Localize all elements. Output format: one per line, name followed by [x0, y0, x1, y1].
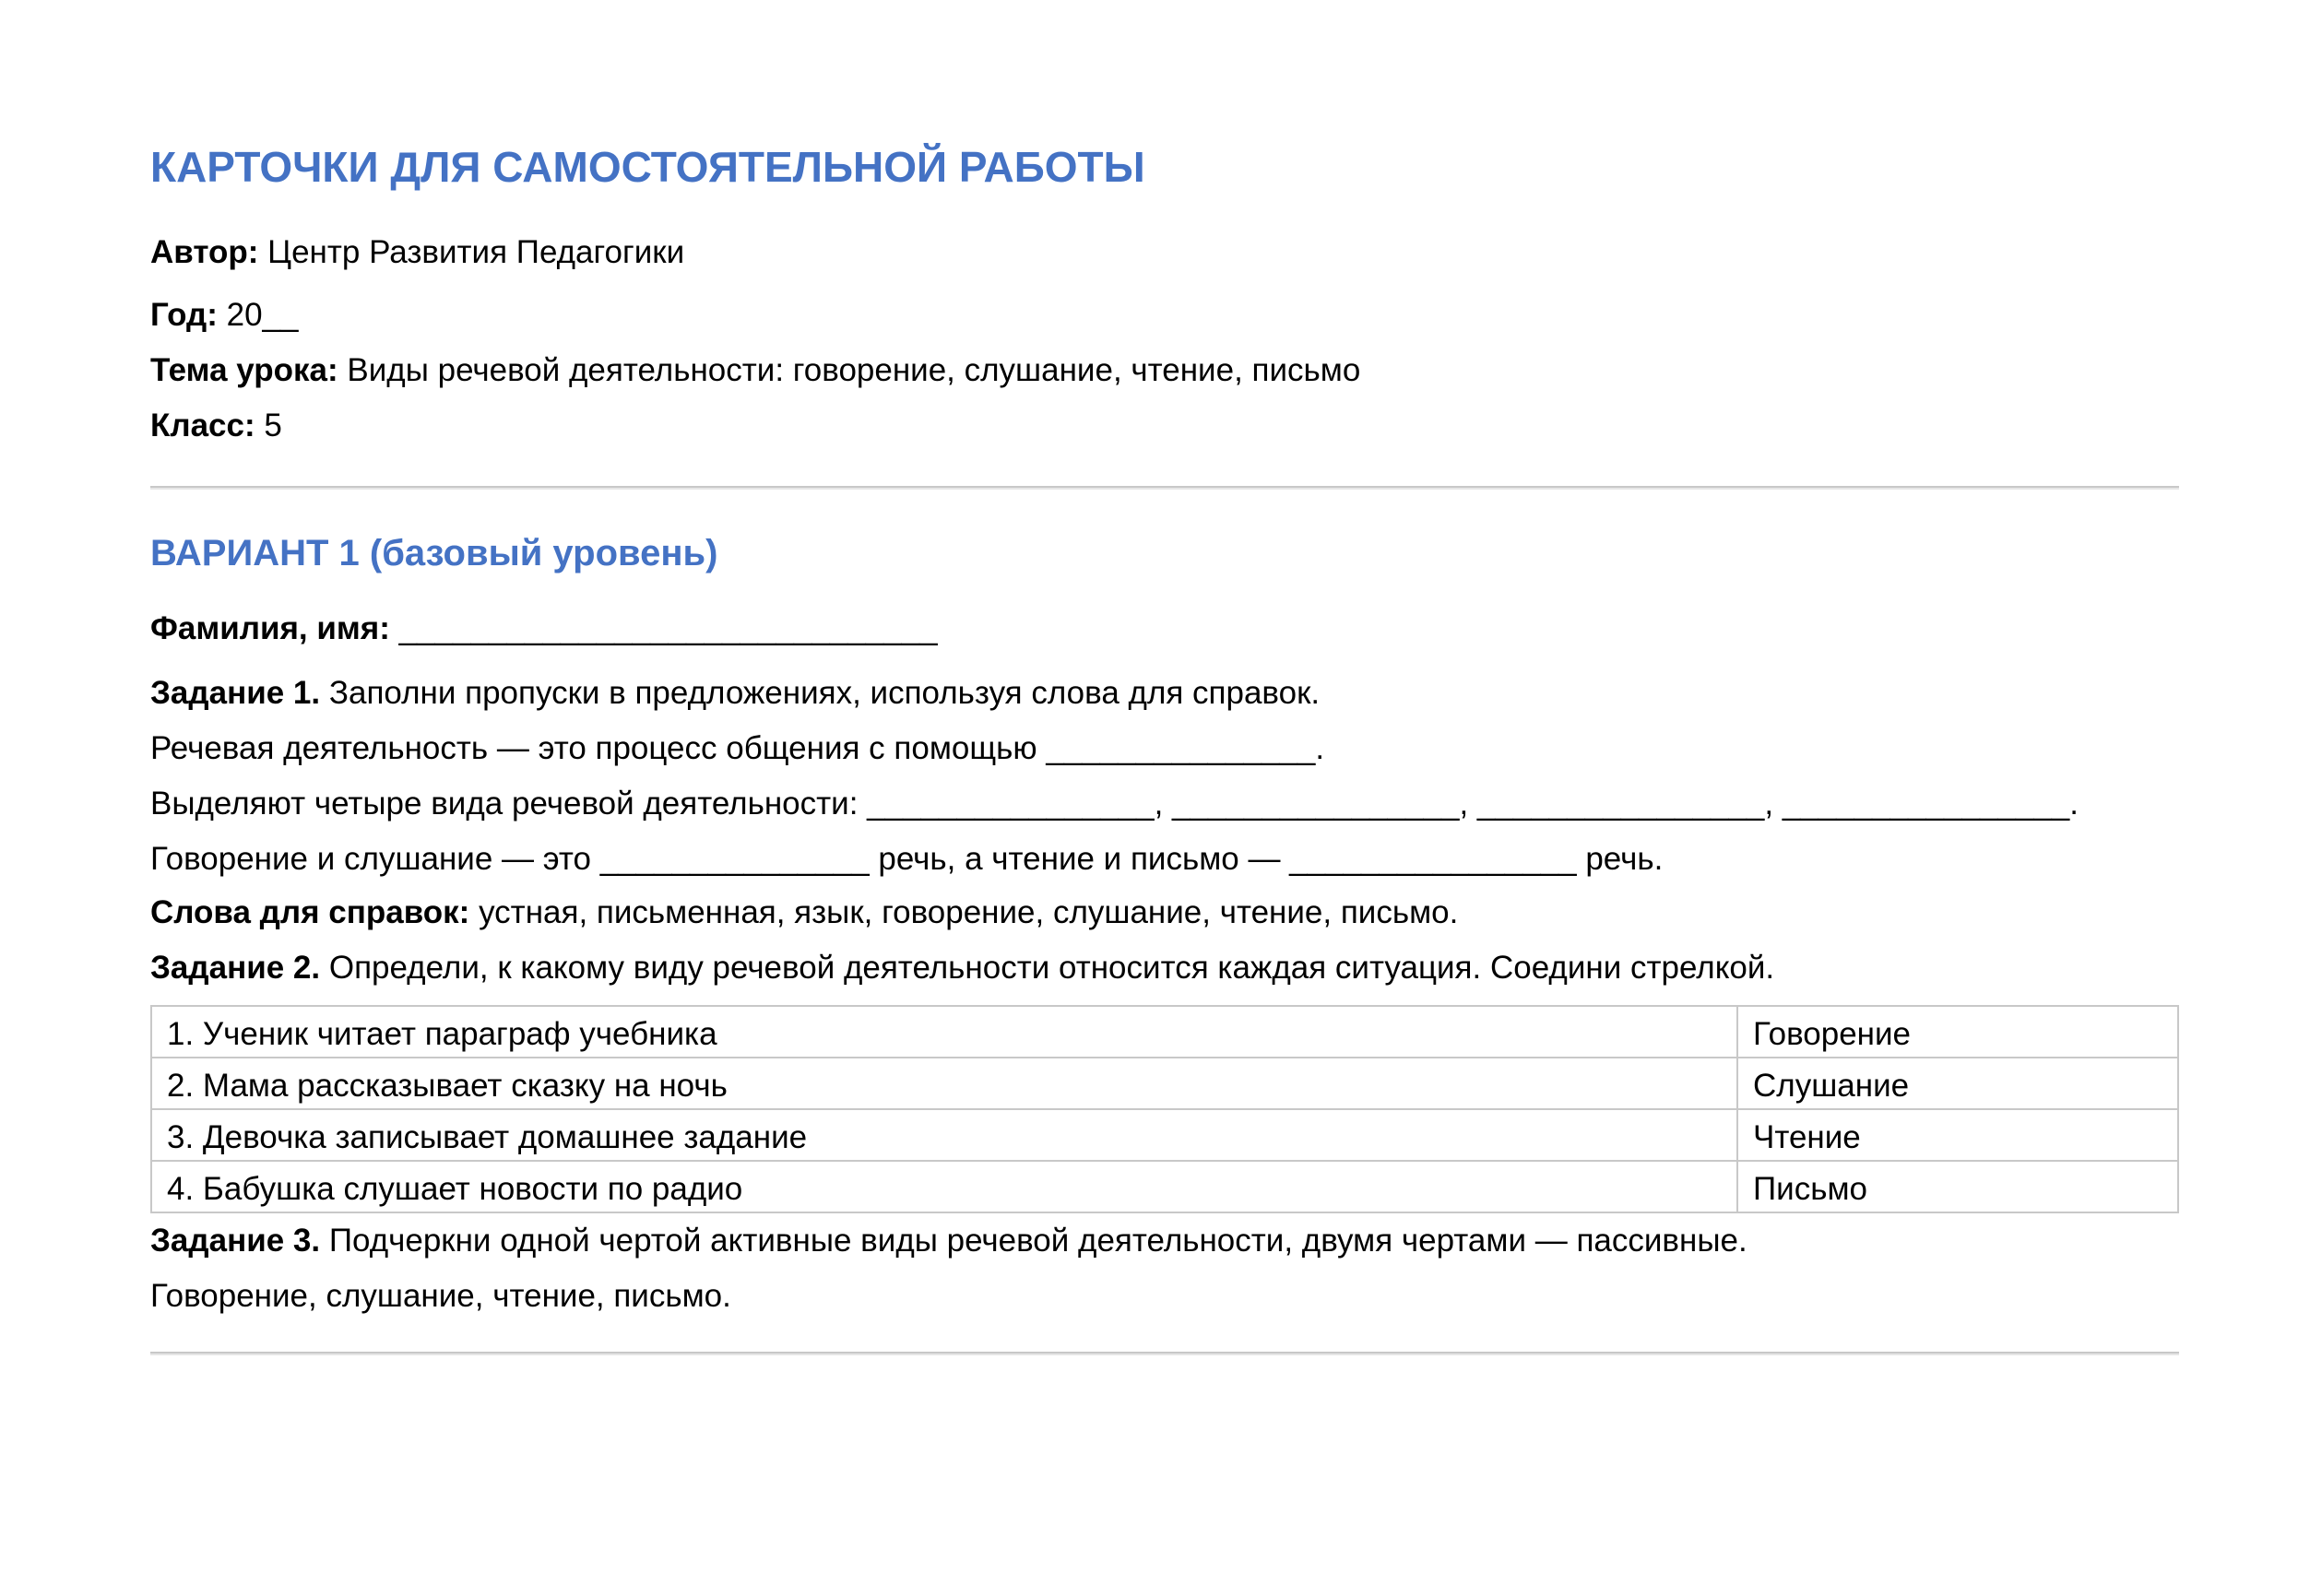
topic-line — [150, 354, 1360, 386]
table-row — [151, 1006, 2178, 1058]
year-value: 20__ — [226, 297, 299, 333]
name-line — [150, 612, 938, 644]
table-row — [151, 1161, 2178, 1212]
task3-text: Подчеркни одной чертой активные виды речевой деятельности, двумя чертами — пассивные. — [328, 1223, 1747, 1259]
section-divider-bottom — [150, 1352, 2179, 1355]
task2-label: Задание 2. — [150, 950, 321, 986]
variant-heading: ВАРИАНТ 1 (базовый уровень) — [150, 533, 718, 573]
activity-type-cell: Говорение — [1737, 1006, 2178, 1058]
task1-label: Задание 1. — [150, 675, 321, 711]
activity-type-cell: Слушание — [1737, 1058, 2178, 1109]
author-value: Центр Развития Педагогики — [267, 234, 685, 270]
name-blank: ______________________________ — [398, 610, 938, 646]
situation-cell: 2. Мама рассказывает сказку на ночь — [151, 1058, 1737, 1109]
grade-value: 5 — [264, 408, 282, 443]
table-row — [151, 1058, 2178, 1109]
year-line — [150, 299, 299, 331]
task1-words-label: Слова для справок: — [150, 894, 470, 930]
task3-label: Задание 3. — [150, 1223, 321, 1259]
task1-words — [150, 896, 1458, 928]
table-row — [151, 1109, 2178, 1161]
task1-line-2: Выделяют четыре вида речевой деятельности: ________________, ________________, ________________, ________________. — [150, 786, 2079, 822]
task1-heading — [150, 677, 1320, 709]
author-line — [150, 236, 684, 268]
document-title: КАРТОЧКИ ДЛЯ САМОСТОЯТЕЛЬНОЙ РАБОТЫ — [150, 143, 1145, 191]
situation-cell: 4. Бабушка слушает новости по радио — [151, 1161, 1737, 1212]
task1-words-text: устная, письменная, язык, говорение, слушание, чтение, письмо. — [479, 894, 1459, 930]
topic-value: Виды речевой деятельности: говорение, слушание, чтение, письмо — [347, 352, 1361, 388]
task1-text: Заполни пропуски в предложениях, используя слова для справок. — [328, 675, 1321, 711]
situation-cell: 1. Ученик читает параграф учебника — [151, 1006, 1737, 1058]
activity-type-cell: Письмо — [1737, 1161, 2178, 1212]
year-label: Год: — [150, 297, 218, 333]
task3-line-1: Говорение, слушание, чтение, письмо. — [150, 1278, 731, 1314]
task1-line-1: Речевая деятельность — это процесс общения с помощью _______________. — [150, 730, 1325, 766]
name-label: Фамилия, имя: — [150, 610, 390, 646]
activity-type-cell: Чтение — [1737, 1109, 2178, 1161]
situation-cell: 3. Девочка записывает домашнее задание — [151, 1109, 1737, 1161]
grade-line — [150, 409, 282, 442]
task2-heading — [150, 952, 1774, 984]
grade-label: Класс: — [150, 408, 255, 443]
task3-heading — [150, 1224, 1747, 1257]
task1-line-3: Говорение и слушание — это _______________ речь, а чтение и письмо — ________________ речь. — [150, 841, 1664, 877]
task2-matching-table — [150, 1005, 2179, 1213]
section-divider-top — [150, 486, 2179, 490]
topic-label: Тема урока: — [150, 352, 338, 388]
author-label: Автор: — [150, 234, 259, 270]
task2-text: Определи, к какому виду речевой деятельности относится каждая ситуация. Соедини стрелкой. — [328, 950, 1775, 986]
